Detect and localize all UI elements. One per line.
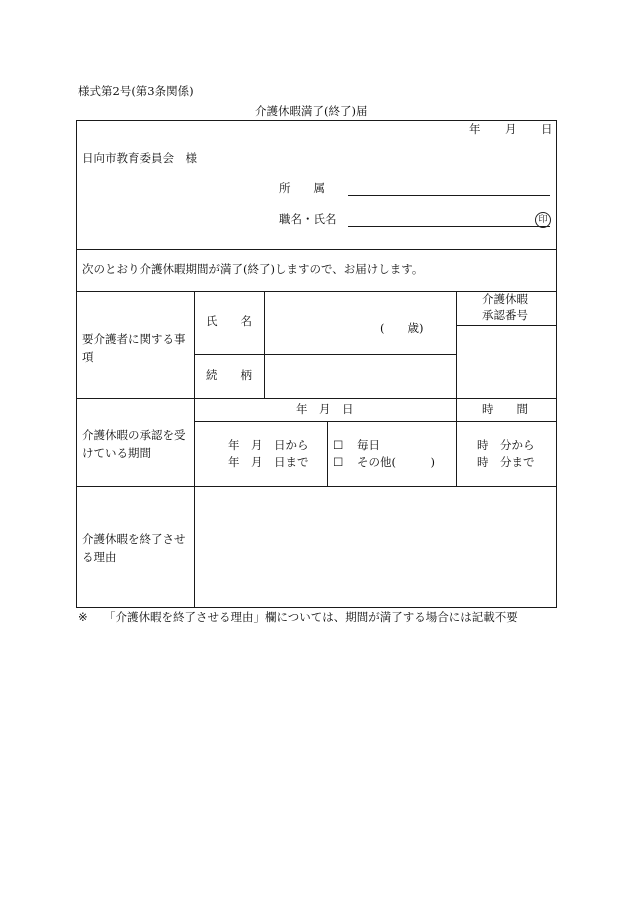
recipient-age: ( 歳) (380, 321, 424, 335)
approval-number-field[interactable] (457, 326, 555, 397)
divider-period-header (194, 421, 557, 422)
period-from-time: 時 分から (477, 438, 535, 452)
frame-top (76, 120, 557, 121)
addressee: 日向市教育委員会 様 (82, 151, 197, 165)
period-to-time: 時 分まで (477, 455, 535, 469)
seal-icon: 印 (535, 212, 551, 228)
frame-right (556, 120, 557, 608)
label-column-divider (194, 291, 195, 608)
checkbox-daily[interactable]: ☐ (333, 438, 344, 452)
care-recipient-section-label: 要介護者に関する事項 (82, 332, 186, 364)
applicant-name-label: 職名・氏名 (279, 212, 337, 226)
approval-number-label-1: 介護休暇 (482, 292, 528, 306)
page-title: 介護休暇満了(終了)届 (255, 104, 368, 118)
period-time-header: 時 間 (482, 402, 528, 416)
relation-field[interactable] (265, 355, 455, 397)
recipient-name-label: 氏 名 (206, 314, 252, 328)
option-other-label: その他( ) (357, 455, 435, 469)
date-day-label: 日 (541, 122, 553, 136)
period-to-date: 年 月 日まで (228, 455, 309, 469)
affiliation-label: 所 属 (279, 181, 325, 195)
approved-period-section-label: 介護休暇の承認を受けている期間 (82, 428, 186, 460)
date-month-label: 月 (505, 122, 517, 136)
relation-label: 続 柄 (206, 368, 252, 382)
period-option-divider (327, 421, 328, 487)
affiliation-field[interactable] (348, 195, 550, 196)
recipient-name-field[interactable] (265, 292, 455, 353)
statement-text: 次のとおり介護休暇期間が満了(終了)しますので、お届けします。 (82, 262, 424, 276)
reason-field[interactable] (196, 488, 555, 606)
footnote-mark: ※ (78, 610, 88, 624)
divider-period-top (76, 398, 557, 399)
frame-bottom (76, 607, 557, 608)
footnote-text: 「介護休暇を終了させる理由」欄については、期間が満了する場合には記載不要 (104, 610, 518, 624)
date-year-label: 年 (469, 122, 481, 136)
period-date-header: 年 月 日 (296, 402, 354, 416)
period-from-date: 年 月 日から (228, 438, 309, 452)
applicant-name-field[interactable] (348, 226, 550, 227)
divider-reason-top (76, 486, 557, 487)
form-number: 様式第2号(第3条関係) (78, 84, 194, 98)
option-daily-label: 毎日 (357, 438, 380, 452)
frame-left (76, 120, 77, 608)
reason-section-label: 介護休暇を終了させる理由 (82, 532, 186, 564)
checkbox-other[interactable]: ☐ (333, 455, 344, 469)
approval-number-label-2: 承認番号 (482, 308, 528, 322)
divider-statement-top (76, 249, 557, 250)
